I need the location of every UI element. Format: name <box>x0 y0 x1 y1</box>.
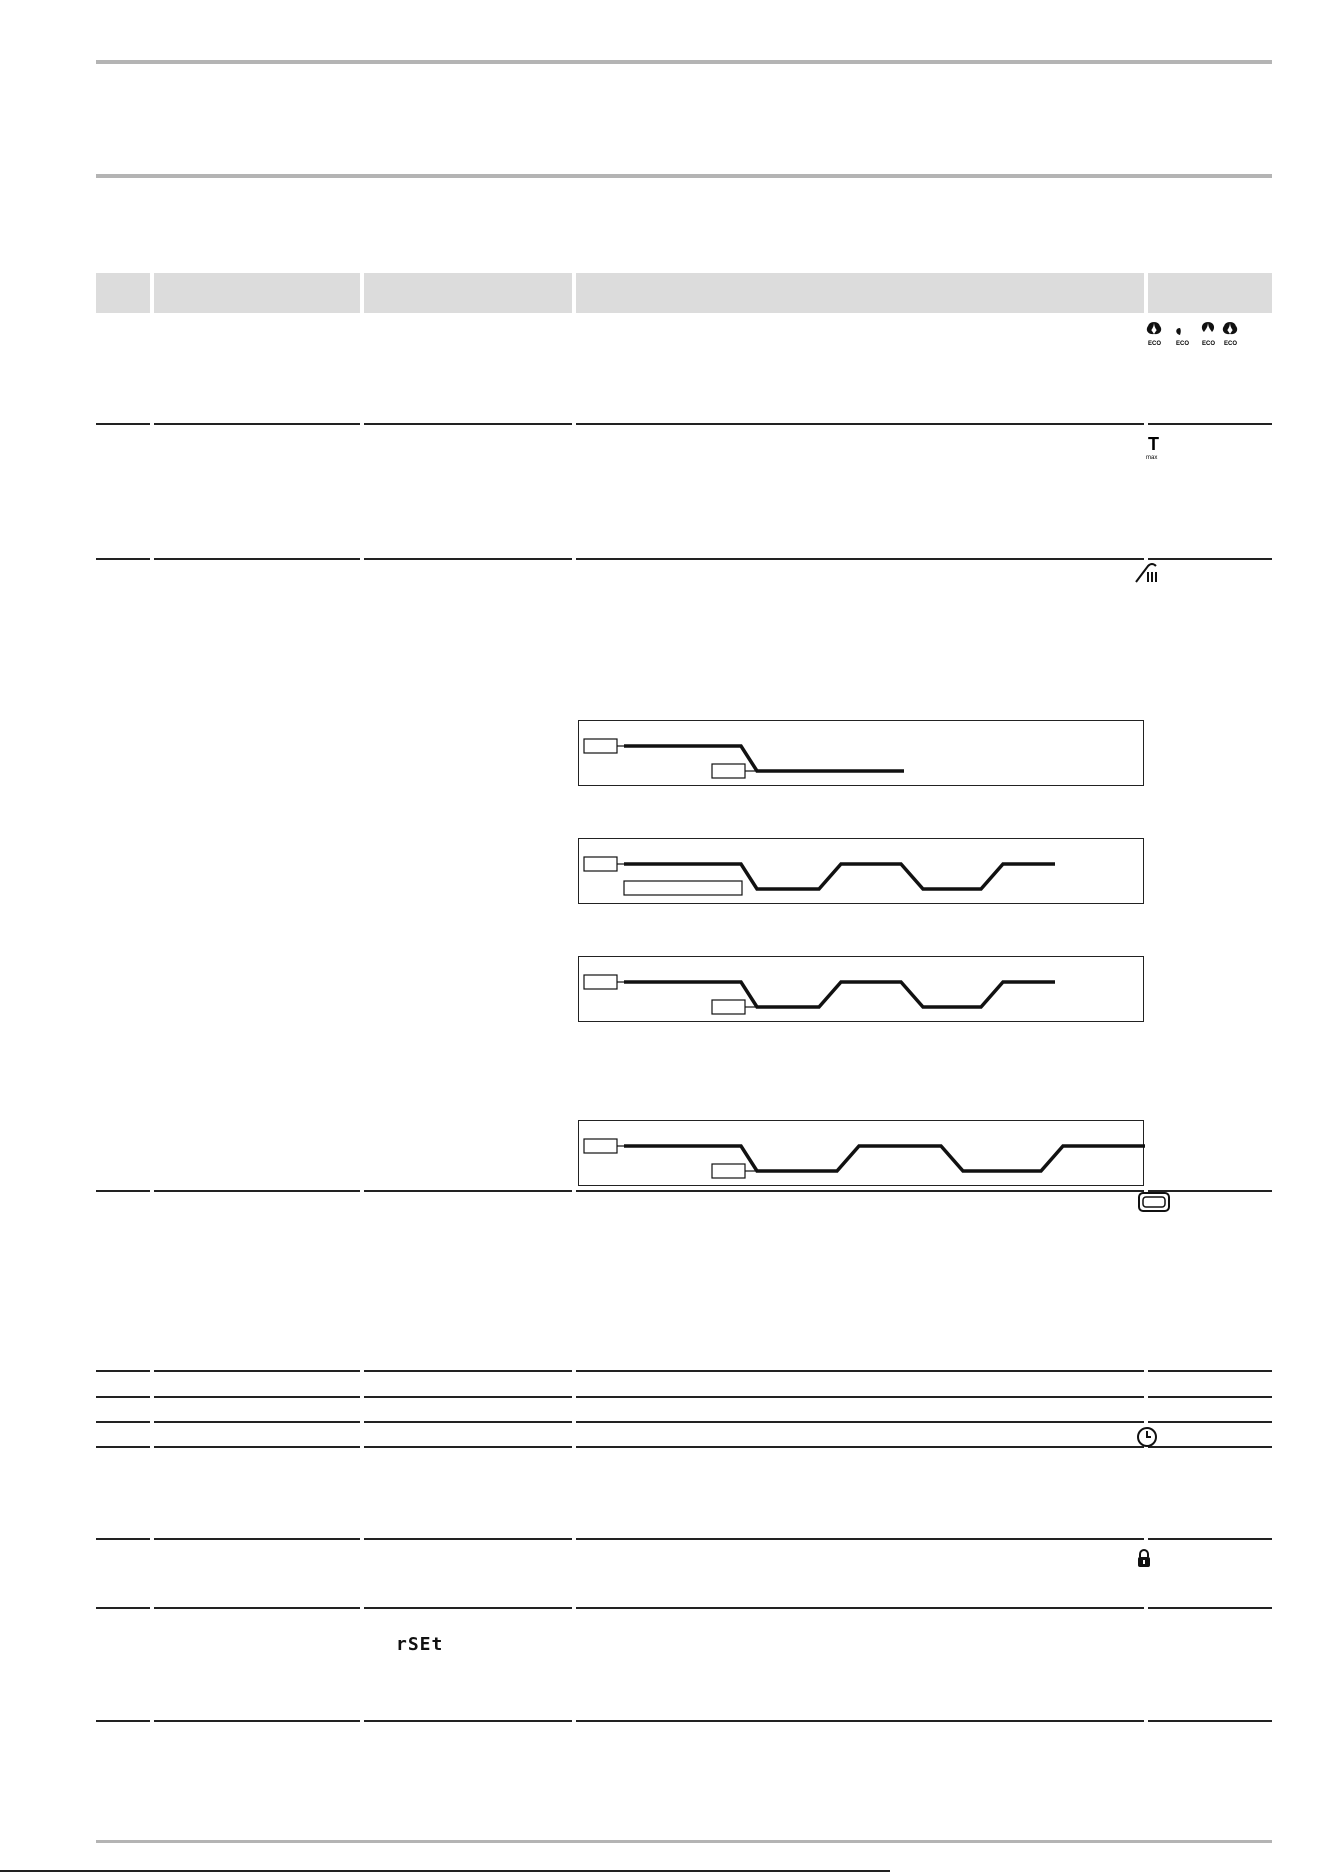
row-separator <box>576 1370 1144 1372</box>
table-header-col-1 <box>96 273 150 313</box>
row-separator <box>154 1538 360 1540</box>
row-separator <box>154 1607 360 1609</box>
row-separator <box>364 1538 572 1540</box>
row-separator <box>364 1396 572 1398</box>
row-separator <box>364 1370 572 1372</box>
row-separator <box>576 1720 1144 1722</box>
clock-icon <box>1136 1426 1158 1448</box>
tmax-sub: max <box>1146 455 1158 460</box>
timing-diagram-1 <box>578 720 1144 786</box>
row-separator <box>576 1396 1144 1398</box>
row-separator <box>576 1446 1144 1448</box>
row-separator <box>1148 1720 1272 1722</box>
row-separator <box>576 1538 1144 1540</box>
row-separator <box>576 1607 1144 1609</box>
row-separator <box>364 1720 572 1722</box>
row-separator <box>96 1607 150 1609</box>
eco-label-4: ECO <box>1224 341 1238 346</box>
row-separator <box>154 1421 360 1423</box>
row-separator <box>96 423 150 425</box>
row-separator <box>96 558 150 560</box>
row-separator <box>1148 423 1272 425</box>
row-separator <box>364 1190 572 1192</box>
row-separator <box>364 558 572 560</box>
timing-diagram-4 <box>578 1120 1144 1186</box>
table-header-col-3 <box>364 273 572 313</box>
timing-diagram-3 <box>578 956 1144 1022</box>
lock-icon <box>1136 1548 1152 1568</box>
eco-label-1: ECO <box>1148 341 1162 346</box>
eco-label-3: ECO <box>1202 341 1216 346</box>
row-separator <box>576 1190 1144 1192</box>
row-separator <box>154 423 360 425</box>
row-separator <box>96 1720 150 1722</box>
section-rule <box>96 174 1272 178</box>
row-separator <box>96 1190 150 1192</box>
row-separator <box>1148 1446 1272 1448</box>
row-separator <box>154 1720 360 1722</box>
row-separator <box>576 1421 1144 1423</box>
row-separator <box>1148 1396 1272 1398</box>
row-separator <box>364 423 572 425</box>
row-separator <box>576 423 1144 425</box>
row-separator <box>1148 1538 1272 1540</box>
shower-icon <box>1134 562 1162 586</box>
top-rule <box>96 60 1272 64</box>
eco-label-2: ECO <box>1176 341 1190 346</box>
bottom-rule <box>96 1840 1272 1843</box>
row-separator <box>1148 1421 1272 1423</box>
row-separator <box>96 1446 150 1448</box>
table-header-col-5 <box>1148 273 1272 313</box>
row-separator <box>154 558 360 560</box>
table-header-col-4 <box>576 273 1144 313</box>
row-separator <box>96 1370 150 1372</box>
row-separator <box>154 1396 360 1398</box>
row-separator <box>96 1538 150 1540</box>
lcd-reset-code: rSEt <box>396 1634 444 1655</box>
row-separator <box>364 1421 572 1423</box>
eco-leaves-icon <box>1146 318 1254 346</box>
tmax-main: T <box>1148 434 1159 454</box>
row-separator <box>364 1607 572 1609</box>
row-separator <box>96 1396 150 1398</box>
table-header-col-2 <box>154 273 360 313</box>
row-separator <box>154 1446 360 1448</box>
row-separator <box>1148 1607 1272 1609</box>
timing-diagram-2 <box>578 838 1144 904</box>
row-separator <box>154 1370 360 1372</box>
row-separator <box>576 558 1144 560</box>
row-separator <box>1148 558 1272 560</box>
row-separator <box>1148 1370 1272 1372</box>
row-separator <box>96 1421 150 1423</box>
row-separator <box>364 1446 572 1448</box>
tmax-icon <box>1146 434 1170 460</box>
row-separator <box>154 1190 360 1192</box>
boost-icon <box>1138 1192 1170 1212</box>
